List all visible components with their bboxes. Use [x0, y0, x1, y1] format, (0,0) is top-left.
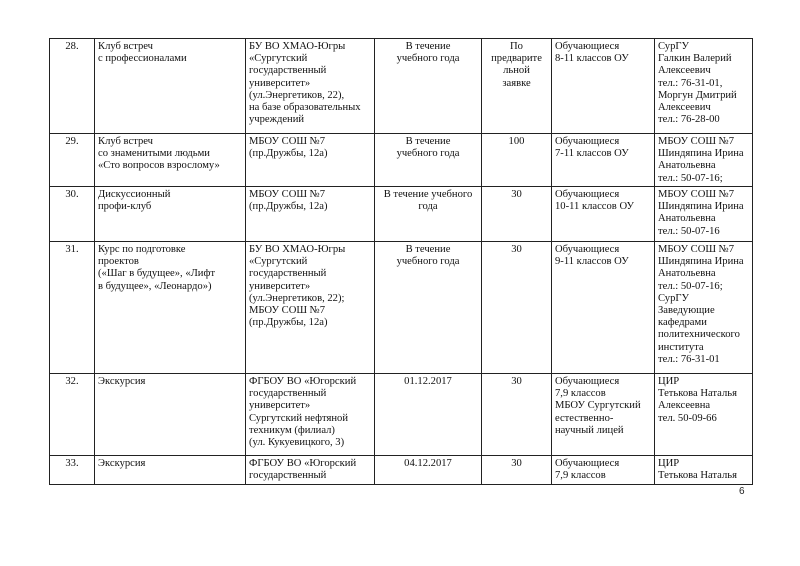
event-name: Дискуссионный профи-клуб: [95, 187, 246, 242]
table-row: [50, 242, 753, 374]
event-date: В течение учебного года: [375, 242, 482, 374]
participant-count: 30: [482, 187, 552, 242]
event-name: Клуб встреч с профессионалами: [95, 39, 246, 134]
event-date: 01.12.2017: [375, 374, 482, 456]
event-venue: МБОУ СОШ №7 (пр.Дружбы, 12а): [246, 187, 375, 242]
participants: Обучающиеся 7,9 классов: [552, 456, 655, 485]
participants: Обучающиеся 7-11 классов ОУ: [552, 134, 655, 187]
event-venue: БУ ВО ХМАО-Югры «Сургутский государственный университет» (ул.Энергетиков, 22), на базе образовательных учреждений: [246, 39, 375, 134]
event-date: В течение учебного года: [375, 134, 482, 187]
table-row: [50, 374, 753, 456]
participant-count: 100: [482, 134, 552, 187]
participants: Обучающиеся 9-11 классов ОУ: [552, 242, 655, 374]
row-number: 33.: [50, 456, 95, 485]
responsible: МБОУ СОШ №7 Шиндяпина Ирина Анатольевна тел.: 50-07-16;: [655, 134, 753, 187]
participant-count: 30: [482, 374, 552, 456]
row-number: 28.: [50, 39, 95, 134]
row-number: 31.: [50, 242, 95, 374]
page-number: 6: [739, 486, 745, 497]
participants: Обучающиеся 7,9 классов МБОУ Сургутский естественно- научный лицей: [552, 374, 655, 456]
responsible: МБОУ СОШ №7 Шиндяпина Ирина Анатольевна тел.: 50-07-16; СурГУ Заведующие кафедрами политехнического института тел.: 76-31-01: [655, 242, 753, 374]
participants: Обучающиеся 8-11 классов ОУ: [552, 39, 655, 134]
event-venue: ФГБОУ ВО «Югорский государственный: [246, 456, 375, 485]
participant-count: 30: [482, 242, 552, 374]
row-number: 29.: [50, 134, 95, 187]
event-venue: БУ ВО ХМАО-Югры «Сургутский государственный университет» (ул.Энергетиков, 22); МБОУ СОШ №7 (пр.Дружбы, 12а): [246, 242, 375, 374]
event-name: Курс по подготовке проектов («Шаг в будущее», «Лифт в будущее», «Леонардо»): [95, 242, 246, 374]
events-table: [49, 38, 753, 485]
participant-count: 30: [482, 456, 552, 485]
responsible: ЦИР Тетькова Наталья Алексеевна тел. 50-09-66: [655, 374, 753, 456]
event-name: Экскурсия: [95, 456, 246, 485]
responsible: МБОУ СОШ №7 Шиндяпина Ирина Анатольевна тел.: 50-07-16: [655, 187, 753, 242]
event-venue: МБОУ СОШ №7 (пр.Дружбы, 12а): [246, 134, 375, 187]
responsible: СурГУ Галкин Валерий Алексеевич тел.: 76-31-01, Моргун Дмитрий Алексеевич тел.: 76-28-00: [655, 39, 753, 134]
table-row: [50, 39, 753, 134]
event-name: Клуб встреч со знаменитыми людьми «Сто вопросов взрослому»: [95, 134, 246, 187]
event-date: В течение учебного года: [375, 187, 482, 242]
event-date: 04.12.2017: [375, 456, 482, 485]
responsible: ЦИР Тетькова Наталья: [655, 456, 753, 485]
row-number: 30.: [50, 187, 95, 242]
event-date: В течение учебного года: [375, 39, 482, 134]
table-row: [50, 187, 753, 242]
event-venue: ФГБОУ ВО «Югорский государственный университет» Сургутский нефтяной техникум (филиал) (ул. Кукуевицкого, 3): [246, 374, 375, 456]
table-row: [50, 456, 753, 485]
participants: Обучающиеся 10-11 классов ОУ: [552, 187, 655, 242]
table-row: [50, 134, 753, 187]
row-number: 32.: [50, 374, 95, 456]
event-name: Экскурсия: [95, 374, 246, 456]
participant-count: По предварите льной заявке: [482, 39, 552, 134]
